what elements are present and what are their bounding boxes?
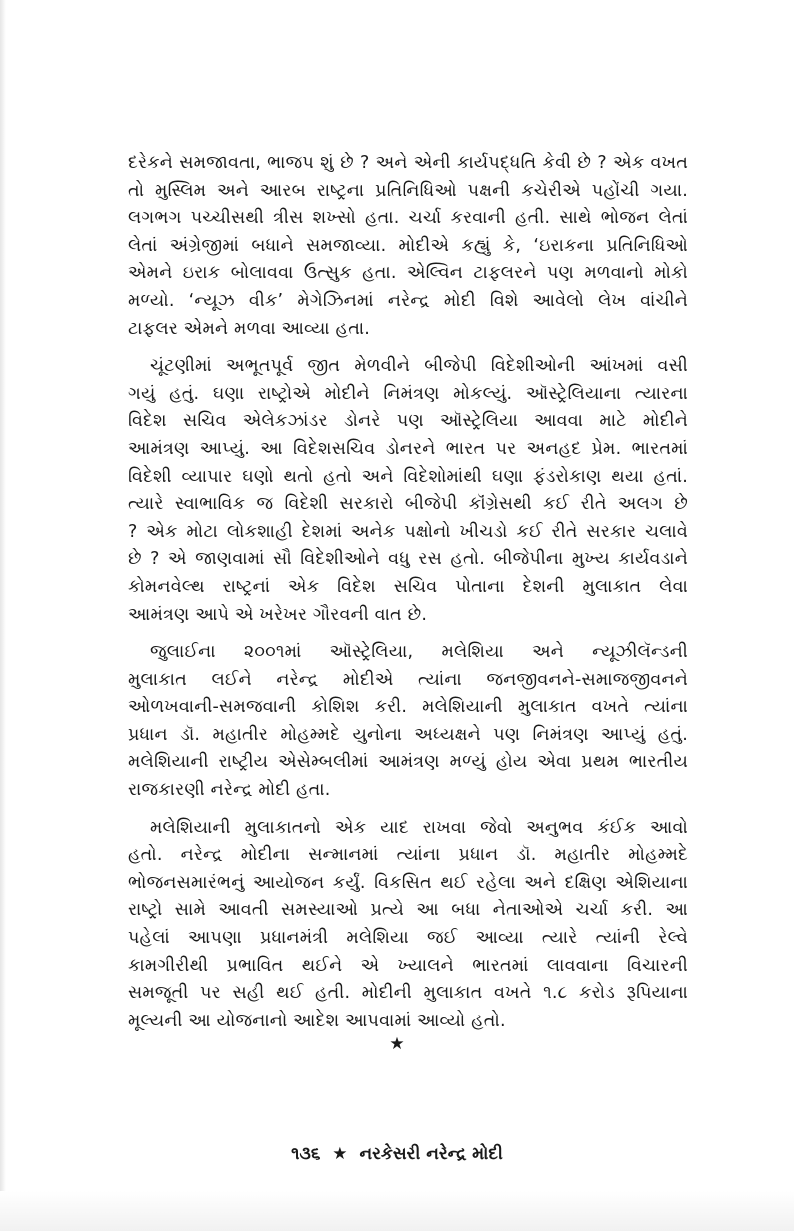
- text-line: ઓળખવાની-સમજવાની કોશિશ કરી. મલેશિયાની મુલાકાત વખતે ત્યાંના: [128, 697, 688, 718]
- text-line: પ્રધાન ડૉ. મહાતીર મોહમ્મદે યુનોના અધ્યક્ષને પણ નિમંત્રણ આપ્યું હતું.: [128, 724, 688, 745]
- text-line: મલેશિયાની મુલાકાતનો એક યાદ રાખવા જેવો અનુભવ કંઈક આવો: [150, 817, 688, 838]
- text-line: કોમનવેલ્થ રાષ્ટ્રનાં એક વિદેશ સચિવ પોતાના દેશની મુલાકાત લેવા: [128, 576, 688, 597]
- text-line: છે ? એ જાણવામાં સૌ વિદેશીઓને વધુ રસ હતો. બીજેપીના મુખ્ય કાર્યવડાને: [128, 549, 688, 570]
- text-line: કામગીરીથી પ્રભાવિત થઈને એ ખ્યાલને ભારતમાં લાવવાના વિચારની: [128, 955, 688, 976]
- paragraph: [128, 815, 688, 1036]
- footer-star-icon: ★: [332, 1144, 348, 1164]
- text-line: રાજકારણી નરેન્દ્ર મોદી હતા.: [128, 780, 331, 801]
- text-line: દરેકને સમજાવતા, ભાજપ શું છે ? અને એની કાર્યપદ્ધતિ કેવી છે ? એક વખત: [128, 153, 688, 173]
- body-text: [128, 150, 688, 1045]
- paragraph: [128, 353, 688, 629]
- text-line: જુલાઈના ૨૦૦૧માં ઑસ્ટ્રેલિયા, મલેશિયા અને ન્યૂઝીલૅન્ડની: [150, 642, 688, 663]
- page-bottom-shadow: [0, 1191, 794, 1231]
- text-line: આમંત્રણ આપ્યું. આ વિદેશસચિવ ડોનરને ભારત પર અનહદ પ્રેમ. ભારતમાં: [128, 438, 688, 459]
- text-line: ત્યારે સ્વાભાવિક જ વિદેશી સરકારો બીજેપી કૉંગ્રેસથી કઈ રીતે અલગ છે: [128, 494, 688, 515]
- page-footer: [0, 1142, 794, 1166]
- section-separator-star: ★: [389, 1034, 405, 1054]
- text-line: ટાફલર એમને મળવા આવ્યા હતા.: [128, 318, 371, 339]
- text-line: રાષ્ટ્રો સામે આવતી સમસ્યાઓ પ્રત્યે આ બધા નેતાઓએ ચર્ચા કરી. આ: [128, 900, 688, 921]
- paragraph: [128, 639, 688, 805]
- page-number: ૧૩૬: [291, 1144, 321, 1164]
- text-line: સમજૂતી પર સહી થઈ હતી. મોદીની મુલાકાત વખતે ૧.૮ કરોડ રૂપિયાના: [128, 983, 688, 1004]
- text-line: એમને ઇરાક બોલાવવા ઉત્સુક હતા. એલ્વિન ટાફલરને પણ મળવાનો મોકો: [128, 263, 688, 284]
- text-line: ચૂંટણીમાં અભૂતપૂર્વ જીત મેળવીને બીજેપી વિદેશીઓની આંખમાં વસી: [150, 356, 688, 377]
- text-line: વિદેશી વ્યાપાર ઘણો થતો હતો અને વિદેશોમાંથી ઘણા ફંડરોકાણ થયા હતાં.: [128, 466, 688, 487]
- text-line: લેતાં અંગ્રેજીમાં બધાને સમજાવ્યા. મોદીએ કહ્યું કે, ‘ઇરાકના પ્રતિનિધિઓ: [128, 235, 688, 256]
- text-line: પહેલાં આપણા પ્રધાનમંત્રી મલેશિયા જઈ આવ્યા ત્યારે ત્યાંની રેલ્વે: [128, 928, 688, 949]
- paragraph: [128, 150, 688, 343]
- text-line: હતો. નરેન્દ્ર મોદીના સન્માનમાં ત્યાંના પ્રધાન ડૉ. મહાતીર મોહમ્મદે: [128, 845, 688, 866]
- text-line: લગભગ પચ્ચીસથી ત્રીસ શખ્સો હતા. ચર્ચા કરવાની હતી. સાથે ભોજન લેતાં: [128, 208, 688, 229]
- text-line: મલેશિયાની રાષ્ટ્રીય એસેમ્બલીમાં આમંત્રણ મળ્યું હોય એવા પ્રથમ ભારતીય: [128, 752, 688, 773]
- text-line: ગયું હતું. ઘણા રાષ્ટ્રોએ મોદીને નિમંત્રણ મોકલ્યું. ઑસ્ટ્રેલિયાના ત્યારના: [128, 383, 688, 404]
- text-line: મુલાકાત લઈને નરેન્દ્ર મોદીએ ત્યાંના જનજીવનને-સમાજજીવનને: [128, 669, 688, 690]
- text-line: મૂલ્યની આ યોજનાનો આદેશ આપવામાં આવ્યો હતો.: [128, 1010, 506, 1031]
- text-line: આમંત્રણ આપે એ ખરેખર ગૌરવની વાત છે.: [128, 604, 428, 625]
- text-line: ભોજનસમારંભનું આયોજન કર્યું. વિકસિત થઈ રહેલા અને દક્ષિણ એશિયાના: [128, 872, 688, 893]
- book-title: નરકેસરી નરેન્દ્ર મોદી: [359, 1144, 503, 1164]
- text-line: તો મુસ્લિમ અને આરબ રાષ્ટ્રના પ્રતિનિધિઓ પક્ષની કચેરીએ પહોંચી ગયા.: [128, 180, 688, 201]
- text-line: મળ્યો. ‘ન્યૂઝ વીક’ મેગેઝિનમાં નરેન્દ્ર મોદી વિશે આવેલો લેખ વાંચીને: [128, 290, 688, 311]
- text-line: ? એક મોટા લોકશાહી દેશમાં અનેક પક્ષોનો ખીચડો કઈ રીતે સરકાર ચલાવે: [128, 521, 688, 542]
- text-line: વિદેશ સચિવ એલેકઝાંડર ડોનરે પણ ઑસ્ટ્રેલિયા આવવા માટે મોદીને: [128, 411, 688, 432]
